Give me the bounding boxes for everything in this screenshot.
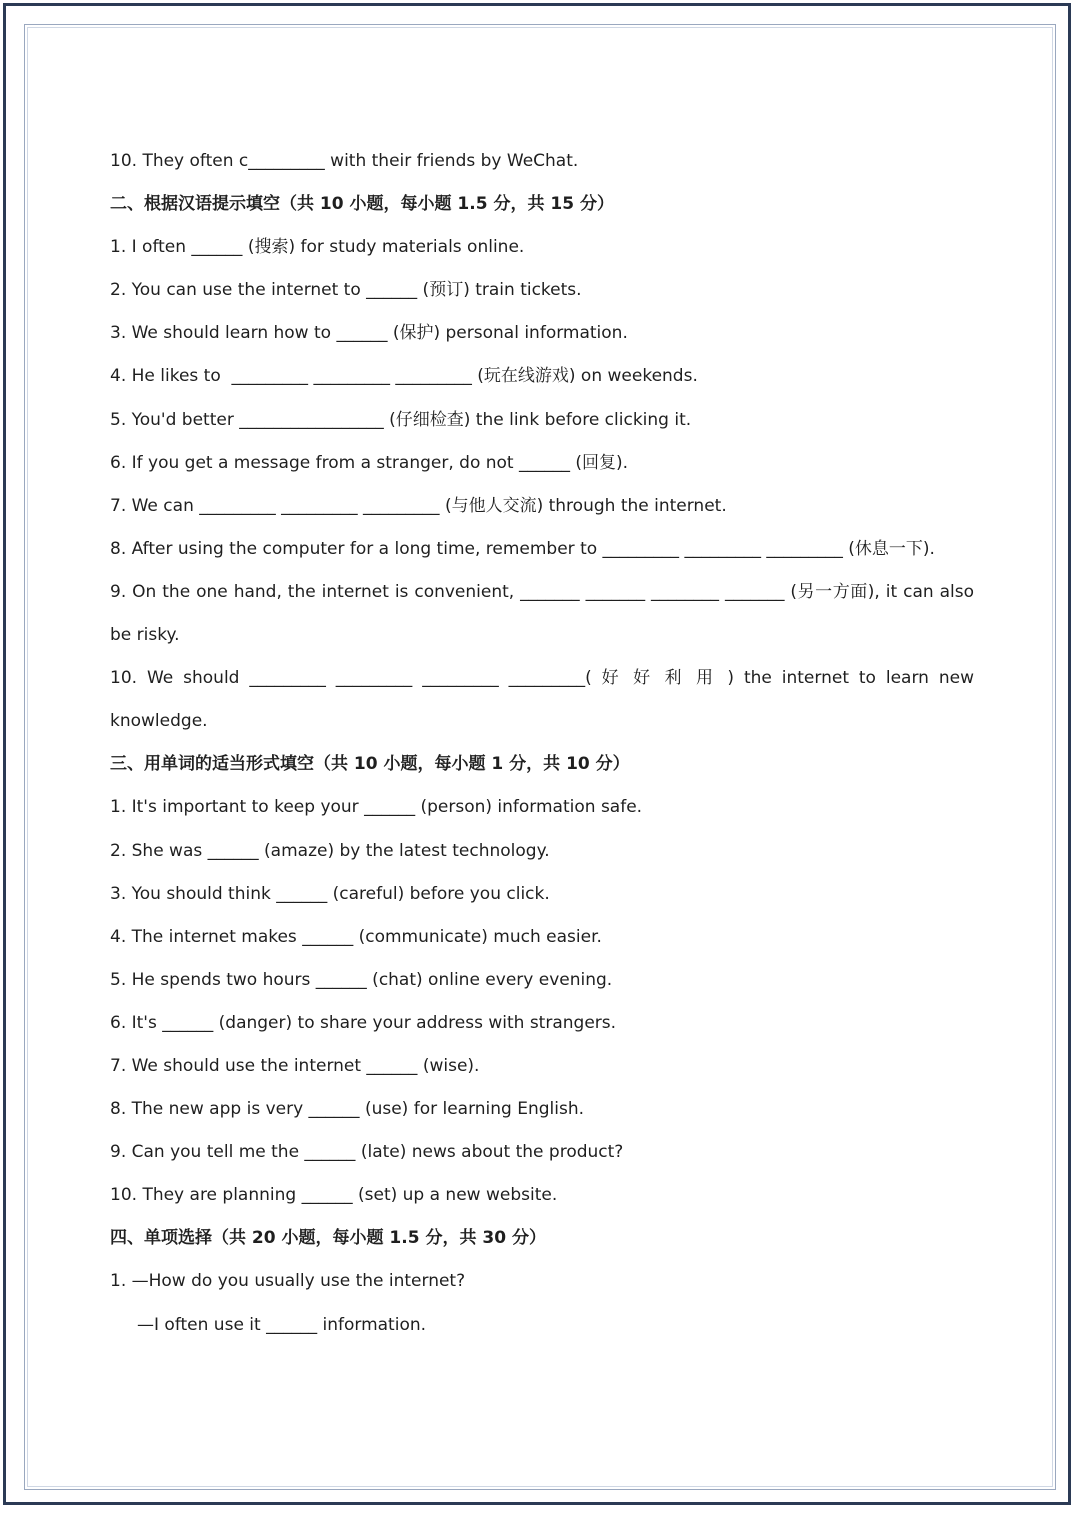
worksheet-content	[110, 140, 974, 1347]
question-s2-4: 4. He likes to _________ _________ _________ (玩在线游戏) on weekends.	[110, 366, 698, 387]
question-s2-2: 2. You can use the internet to ______ (预订) train tickets.	[110, 280, 582, 301]
question-s2-10: 10. We should _________ _________ _________ _________( 好 好 利 用 ) the internet to learn new	[110, 668, 974, 689]
question-s3-3: 3. You should think ______ (careful) before you click.	[110, 883, 550, 904]
question-s3-10: 10. They are planning ______ (set) up a new website.	[110, 1185, 558, 1206]
question-s2-8: 8. After using the computer for a long time, remember to _________ _________ _________ (休息一下).	[110, 538, 935, 559]
section-2-heading: 二、根据汉语提示填空（共 10 小题，每小题 1.5 分，共 15 分）	[110, 194, 614, 215]
question-s2-9: 9. On the one hand, the internet is convenient, _______ _______ ________ _______ (另一方面), it can also	[110, 581, 974, 602]
question-s3-5: 5. He spends two hours ______ (chat) online every evening.	[110, 969, 613, 990]
section-3-heading: 三、用单词的适当形式填空（共 10 小题，每小题 1 分，共 10 分）	[110, 754, 630, 775]
question-s3-9: 9. Can you tell me the ______ (late) news about the product?	[110, 1142, 624, 1163]
question-s2-3: 3. We should learn how to ______ (保护) personal information.	[110, 323, 628, 344]
question-s3-1: 1. It's important to keep your ______ (person) information safe.	[110, 797, 643, 818]
question-s2-7: 7. We can _________ _________ _________ (与他人交流) through the internet.	[110, 495, 727, 516]
question-s3-7: 7. We should use the internet ______ (wise).	[110, 1055, 480, 1076]
question-s3-8: 8. The new app is very ______ (use) for learning English.	[110, 1099, 585, 1120]
question-part1-10: 10. They often c_________ with their friends by WeChat.	[110, 151, 579, 171]
section-4-heading: 四、单项选择（共 20 小题，每小题 1.5 分，共 30 分）	[110, 1228, 546, 1249]
question-s4-1: 1. —How do you usually use the internet?	[110, 1271, 466, 1292]
question-s4-1-answer-line: —I often use it ______ information.	[137, 1314, 427, 1335]
question-s2-1: 1. I often ______ (搜索) for study materials online.	[110, 237, 525, 258]
question-s2-9-continued: be risky.	[110, 625, 180, 646]
question-s3-6: 6. It's ______ (danger) to share your address with strangers.	[110, 1012, 617, 1033]
question-s2-6: 6. If you get a message from a stranger, do not ______ (回复).	[110, 452, 629, 473]
question-s3-4: 4. The internet makes ______ (communicate) much easier.	[110, 926, 602, 947]
question-s2-5: 5. You'd better _________________ (仔细检查) the link before clicking it.	[110, 409, 692, 430]
question-s3-2: 2. She was ______ (amaze) by the latest technology.	[110, 840, 550, 861]
question-s2-10-continued: knowledge.	[110, 711, 208, 732]
